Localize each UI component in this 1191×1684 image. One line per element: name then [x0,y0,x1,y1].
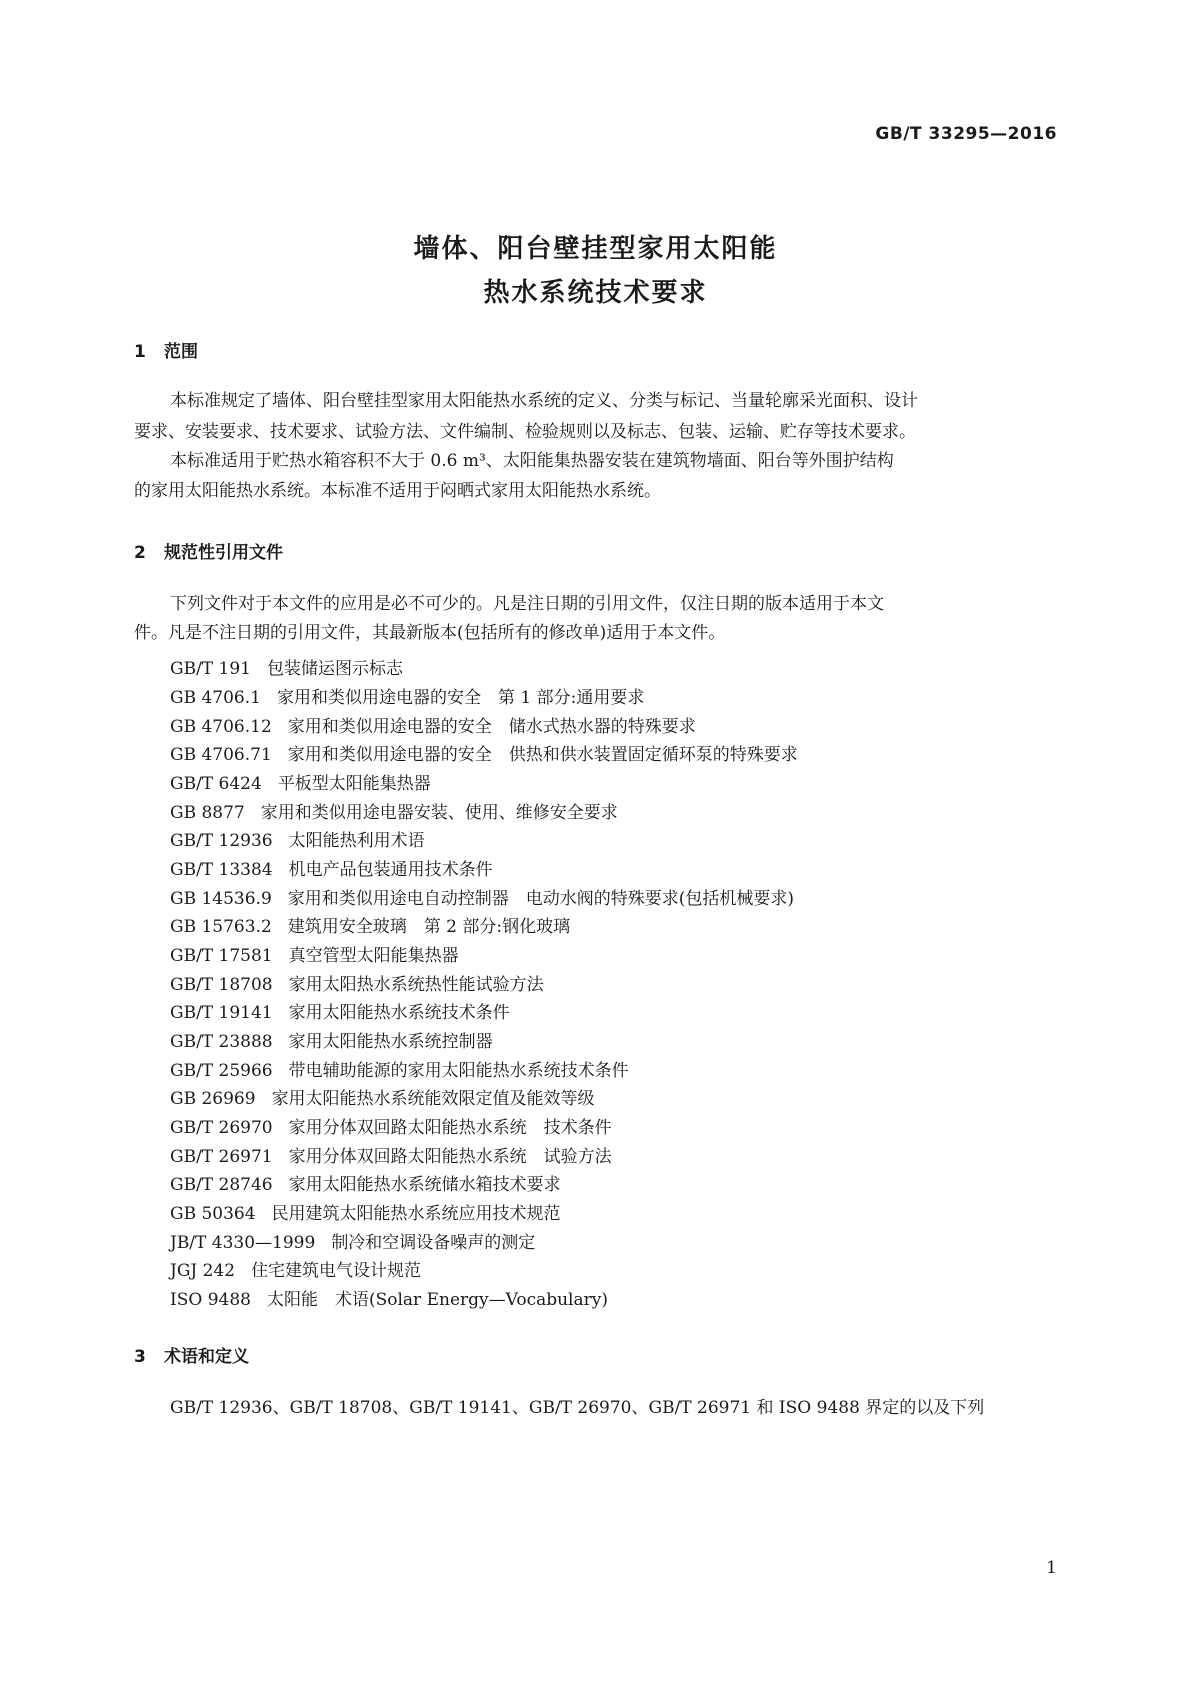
reference-code: ISO 9488 [170,1290,251,1310]
paragraph-line: GB/T 12936、GB/T 18708、GB/T 19141、GB/T 26970、GB/T 26971 和 ISO 9488 界定的以及下列 [170,1398,985,1418]
reference-title: 太阳能 术语(Solar Energy—Vocabulary) [266,1290,608,1310]
reference-code: GB/T 17581 [170,946,273,966]
reference-item [170,970,544,995]
reference-code: GB 4706.1 [170,688,261,708]
reference-title: 家用和类似用途电器的安全 供热和供水装置固定循环泵的特殊要求 [287,745,798,765]
reference-code: GB/T 26970 [170,1118,273,1138]
reference-title: 机电产品包装通用技术条件 [288,860,493,880]
reference-code: GB 14536.9 [170,889,272,909]
reference-item [170,1056,629,1081]
reference-title: 包装储运图示标志 [267,659,403,679]
reference-title: 家用太阳能热水系统技术条件 [288,1003,510,1023]
reference-item [170,683,644,708]
reference-code: GB/T 28746 [170,1175,273,1195]
reference-title: 家用太阳能热水系统能效限定值及能效等级 [271,1089,595,1109]
reference-code: GB 8877 [170,803,245,823]
paragraph-line: 下列文件对于本文件的应用是必不可少的。凡是注日期的引用文件，仅注日期的版本适用于本文 [170,594,884,614]
reference-item [170,769,431,794]
paragraph-line: 要求、安装要求、技术要求、试验方法、文件编制、检验规则以及标志、包装、运输、贮存等技术要求。 [134,422,916,442]
section-title: 术语和定义 [164,1347,249,1367]
reference-title: 太阳能热利用术语 [288,831,425,851]
section-title: 规范性引用文件 [164,543,283,563]
document-title-line2: 热水系统技术要求 [483,278,708,308]
section-number: 1 [134,342,146,362]
reference-item [170,1142,612,1167]
reference-item [170,1027,493,1052]
reference-title: 制冷和空调设备噪声的测定 [331,1233,536,1253]
reference-code: GB/T 23888 [170,1032,273,1052]
reference-code: GB/T 12936 [170,831,273,851]
paragraph-line: 本标准适用于贮热水箱容积不大于 0.6 m³、太阳能集热器安装在建筑物墙面、阳台等外围护结构 [170,451,894,471]
reference-item [170,941,459,966]
reference-title: 住宅建筑电气设计规范 [251,1261,422,1281]
paragraph-line: 件。凡是不注日期的引用文件，其最新版本(包括所有的修改单)适用于本文件。 [134,623,726,643]
reference-code: GB/T 13384 [170,860,273,880]
reference-item [170,654,403,679]
paragraph-line: 本标准规定了墙体、阳台壁挂型家用太阳能热水系统的定义、分类与标记、当量轮廓采光面积、设计 [170,391,918,411]
reference-title: 家用太阳能热水系统控制器 [288,1032,493,1052]
reference-code: GB/T 26971 [170,1147,273,1167]
reference-title: 家用和类似用途电器安装、使用、维修安全要求 [260,803,618,823]
reference-item [170,1256,421,1281]
reference-code: GB 26969 [170,1089,256,1109]
reference-title: 家用太阳热水系统热性能试验方法 [288,975,544,995]
paragraph-line: 的家用太阳能热水系统。本标准不适用于闷晒式家用太阳能热水系统。 [134,481,661,501]
reference-code: GB/T 25966 [170,1061,273,1081]
reference-item [170,855,493,880]
reference-title: 家用和类似用途电器的安全 第 1 部分:通用要求 [276,688,645,708]
reference-item [170,826,425,851]
section-number: 2 [134,543,146,563]
reference-item [170,1228,535,1253]
reference-code: JGJ 242 [170,1261,236,1281]
reference-item [170,712,696,737]
reference-title: 家用和类似用途电自动控制器 电动水阀的特殊要求(包括机械要求) [287,889,795,909]
reference-item [170,912,570,937]
reference-title: 带电辅助能源的家用太阳能热水系统技术条件 [288,1061,629,1081]
reference-code: GB/T 19141 [170,1003,273,1023]
reference-title: 真空管型太阳能集热器 [288,946,459,966]
reference-code: GB/T 18708 [170,975,273,995]
reference-title: 家用分体双回路太阳能热水系统 试验方法 [288,1147,612,1167]
reference-item [170,798,618,823]
reference-code: GB 4706.12 [170,717,272,737]
reference-item [170,998,510,1023]
reference-item [170,1113,612,1138]
reference-item [170,1285,608,1310]
section-3-heading [134,1342,249,1367]
reference-title: 民用建筑太阳能热水系统应用技术规范 [271,1204,561,1224]
section-1-heading [134,337,198,362]
reference-item [170,1199,561,1224]
reference-code: GB 4706.71 [170,745,272,765]
page-number: 1 [1046,1558,1057,1578]
reference-item [170,1170,561,1195]
reference-item [170,884,794,909]
reference-title: 平板型太阳能集热器 [277,774,431,794]
reference-code: GB/T 6424 [170,774,262,794]
reference-title: 家用分体双回路太阳能热水系统 技术条件 [288,1118,612,1138]
reference-code: JB/T 4330—1999 [170,1233,316,1253]
reference-code: GB/T 191 [170,659,251,679]
document-title-line1: 墙体、阳台壁挂型家用太阳能 [413,234,778,264]
reference-item [170,1084,595,1109]
reference-item [170,740,798,765]
reference-code: GB 15763.2 [170,917,272,937]
reference-title: 家用和类似用途电器的安全 储水式热水器的特殊要求 [287,717,696,737]
reference-title: 建筑用安全玻璃 第 2 部分:钢化玻璃 [287,917,571,937]
standard-number: GB/T 33295—2016 [875,124,1057,144]
section-2-heading [134,538,283,563]
reference-code: GB 50364 [170,1204,256,1224]
reference-title: 家用太阳能热水系统储水箱技术要求 [288,1175,561,1195]
section-title: 范围 [164,342,198,362]
section-number: 3 [134,1347,146,1367]
